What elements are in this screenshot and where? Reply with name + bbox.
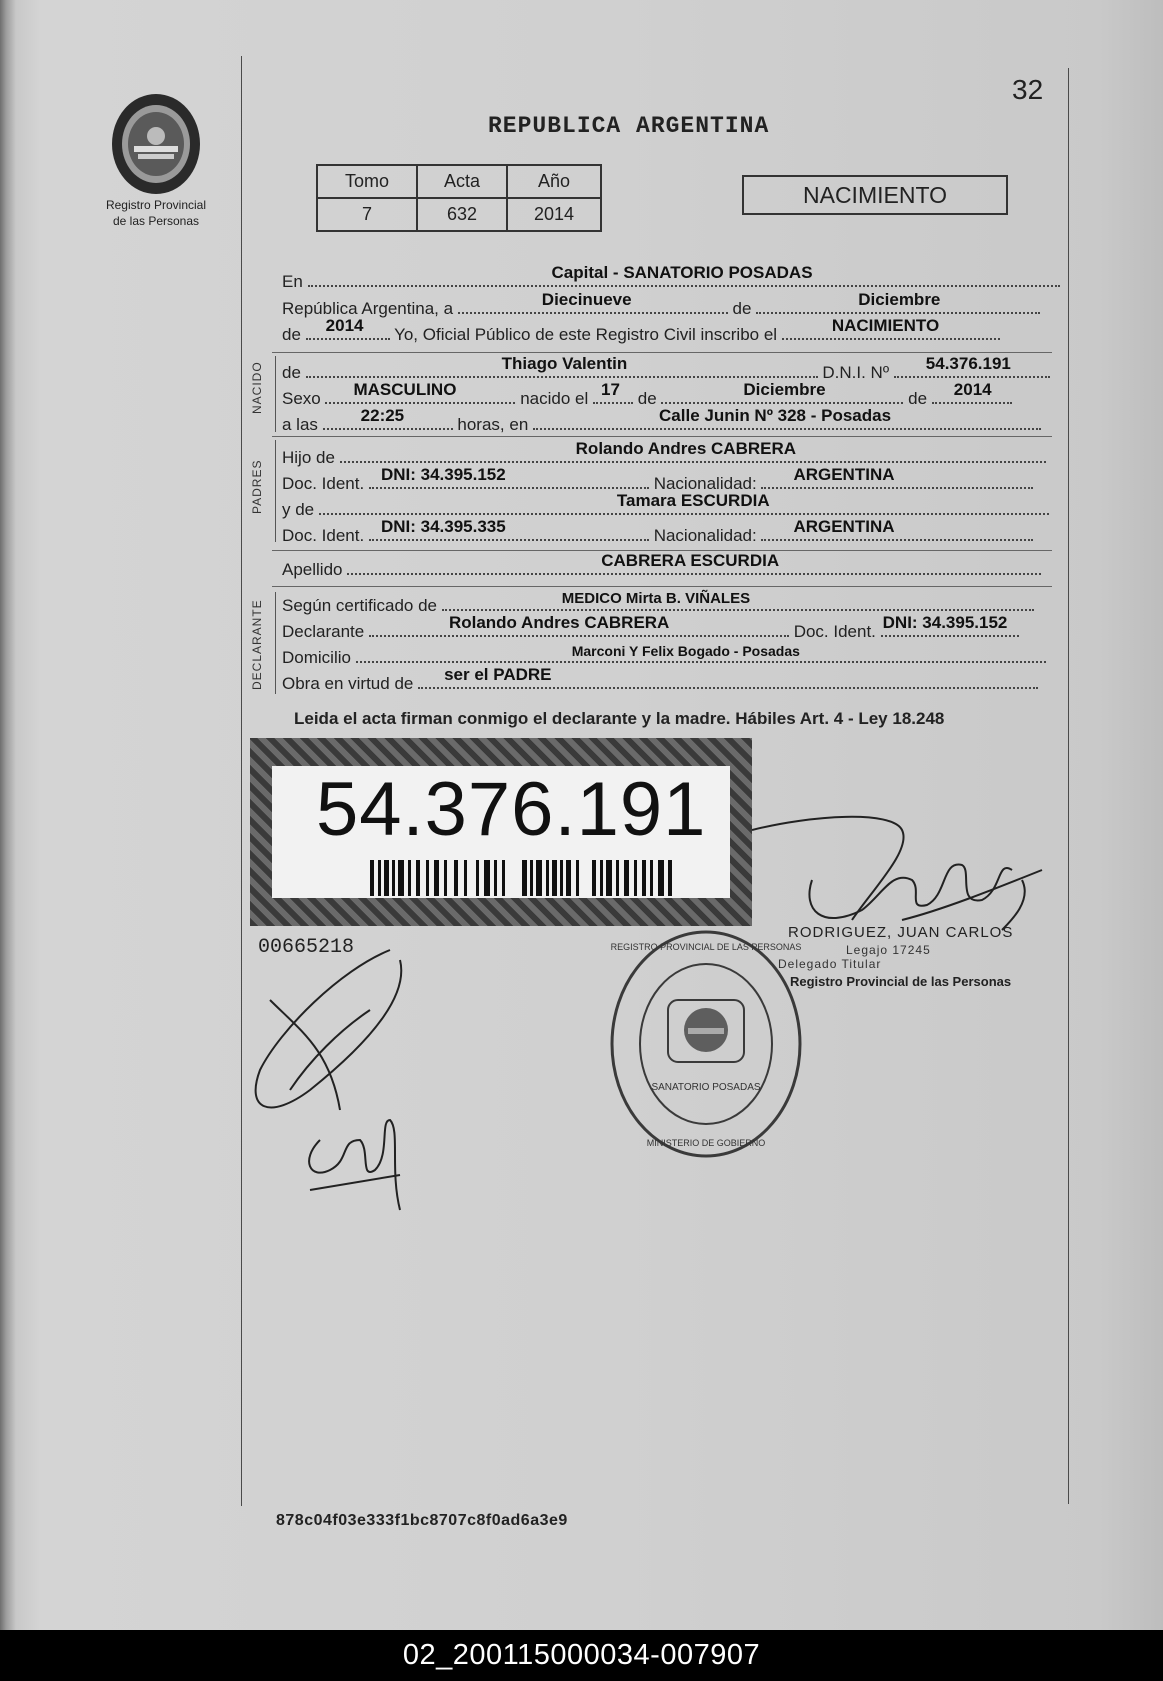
section-label-nacido: NACIDO [250,361,264,414]
declarante-doc-value: DNI: 34.395.152 [882,613,1008,632]
certificado-line [442,590,1034,611]
row-en [282,263,1060,293]
row-nacido-hora [282,406,1041,436]
separator-4 [272,586,1052,587]
nacido-el-label: nacido el [520,389,589,408]
padre-doc-line [369,465,649,489]
en-label: En [282,272,303,291]
row-madre-doc [282,517,1033,547]
madre-doc-label: Doc. Ident. [282,526,365,545]
declarante-bracket [275,592,276,694]
domicilio-line [356,645,1046,663]
document-hash: 878c04f03e333f1bc8707c8f0ad6a3e9 [276,1512,568,1529]
en-line [308,263,1060,287]
id-label-sticker [250,738,752,926]
lugar-value: Calle Junin Nº 328 - Posadas [659,406,892,425]
apellido-value: CABRERA ESCURDIA [601,551,780,570]
barcode-icon [370,860,676,896]
dni-label: D.N.I. Nº [822,363,890,382]
registry-stamp-icon [606,924,806,1164]
dia-nac-line [593,380,633,404]
separator-2 [272,436,1052,437]
sexo-label: Sexo [282,389,321,408]
mes-value: Diciembre [858,290,941,309]
province-seal-icon [108,92,204,196]
padre-nac-value: ARGENTINA [793,465,895,484]
scan-footer-code: 02_200115000034-007907 [0,1630,1163,1681]
madre-nac-line [761,517,1033,541]
padre-value: Rolando Andres CABRERA [575,439,797,458]
official-registro: Registro Provincial de las Personas [790,974,1012,989]
dia-line [458,290,728,314]
logo-caption-line2: de las Personas [112,214,200,228]
domicilio-value: Marconi Y Felix Bogado - Posadas [571,643,800,659]
ref-header-anio: Año [507,165,601,198]
separator-1 [272,352,1052,353]
dia-value: Diecinueve [541,290,632,309]
ref-value-anio: 2014 [507,198,601,231]
ref-header-acta: Acta [417,165,507,198]
id-label-number: 54.376.191 [316,767,707,852]
stamp-ring-text: REGISTRO PROVINCIAL DE LAS PERSONAS [610,942,802,952]
certificado-label: Según certificado de [282,596,437,615]
padre-line [340,439,1046,463]
declarante-label: Declarante [282,622,365,641]
mes-line [756,290,1040,314]
sexo-value: MASCULINO [353,380,457,399]
ref-value-acta: 632 [417,198,507,231]
obra-value: ser el PADRE [444,665,552,684]
madre-line [319,491,1049,515]
row-domicilio [282,645,1046,669]
inscribo-line [782,316,1000,340]
registry-logo [102,92,210,228]
page-number: 32 [1012,74,1044,105]
official-name: RODRIGUEZ, JUAN CARLOS [788,924,1014,941]
section-label-padres: PADRES [250,459,264,514]
left-margin-line [241,56,242,1506]
inscribo-value: NACIMIENTO [831,316,940,335]
dni-value: 54.376.191 [925,354,1011,373]
nombre-line [306,354,818,378]
de-label: de [732,299,752,318]
horas-en-label: horas, en [457,415,529,434]
official-legajo: Legajo 17245 [846,943,931,957]
page-title: REPUBLICA ARGENTINA [488,113,770,139]
obra-line [418,665,1038,689]
padres-bracket [275,440,276,542]
hijo-de-label: Hijo de [282,448,335,467]
certificado-value: MEDICO Mirta B. VIÑALES [561,590,751,607]
nacido-de-label: de [282,363,301,382]
padre-doc-value: DNI: 34.395.152 [380,465,506,484]
declarante-doc-line [881,613,1019,637]
padre-nac-line [761,465,1033,489]
madre-doc-value: DNI: 34.395.335 [380,517,506,536]
y-de-label: y de [282,500,315,519]
padre-doc-label: Doc. Ident. [282,474,365,493]
sexo-line [325,380,515,404]
nacido-de-label3: de [908,389,928,408]
madre-doc-line [369,517,649,541]
de-anio-label: de [282,325,301,344]
anio-nac-line [932,380,1012,404]
hora-value: 22:25 [360,406,405,425]
republica-label: República Argentina, a [282,299,454,318]
declarant-signature-icon [250,940,420,1220]
dni-line [894,354,1050,378]
official-signature-icon [752,810,1052,940]
official-cargo: Delegado Titular [778,957,882,971]
anio-value: 2014 [325,316,364,335]
record-type-box: NACIMIENTO [742,175,1008,215]
oficial-text: Yo, Oficial Público de este Registro Civil inscribo el [394,325,778,344]
declarante-doc-label: Doc. Ident. [793,622,876,641]
obra-label: Obra en virtud de [282,674,414,693]
madre-nac-value: ARGENTINA [793,517,895,536]
row-oficial [282,316,1000,346]
row-declarante [282,613,1019,643]
anio-line [306,316,390,340]
section-label-declarante: DECLARANTE [250,599,264,690]
nacido-dia-value: 17 [601,380,620,399]
declarante-line [369,613,789,637]
en-value: Capital - SANATORIO POSADAS [551,263,813,282]
nacido-de-label2: de [637,389,657,408]
right-margin-line [1068,68,1069,1504]
serial-number: 00665218 [258,936,355,959]
mes-nac-line [661,380,903,404]
nacido-anio-value: 2014 [953,380,992,399]
lugar-line [533,406,1041,430]
id-label-inner [272,766,730,898]
ref-header-tomo: Tomo [317,165,417,198]
stamp-bottom-text: MINISTERIO DE GOBIERNO [646,1138,766,1148]
nacido-mes-value: Diciembre [743,380,826,399]
domicilio-label: Domicilio [282,648,351,667]
declarante-value: Rolando Andres CABRERA [448,613,670,632]
apellido-label: Apellido [282,560,343,579]
apellido-line [347,551,1041,575]
ref-value-tomo: 7 [317,198,417,231]
closing-statement: Leida el acta firman conmigo el declarante y la madre. Hábiles Art. 4 - Ley 18.248 [294,709,945,728]
nacido-bracket [275,356,276,432]
row-obra [282,665,1038,695]
reference-table [316,164,602,232]
hora-line [323,406,453,430]
stamp-inner-text: SANATORIO POSADAS [651,1082,761,1093]
row-apellido [282,551,1041,581]
a-las-label: a las [282,415,318,434]
madre-value: Tamara ESCURDIA [616,491,770,510]
logo-caption-line1: Registro Provincial [105,198,207,212]
padre-nac-label: Nacionalidad: [653,474,757,493]
madre-nac-label: Nacionalidad: [653,526,757,545]
nombre-value: Thiago Valentin [501,354,628,373]
